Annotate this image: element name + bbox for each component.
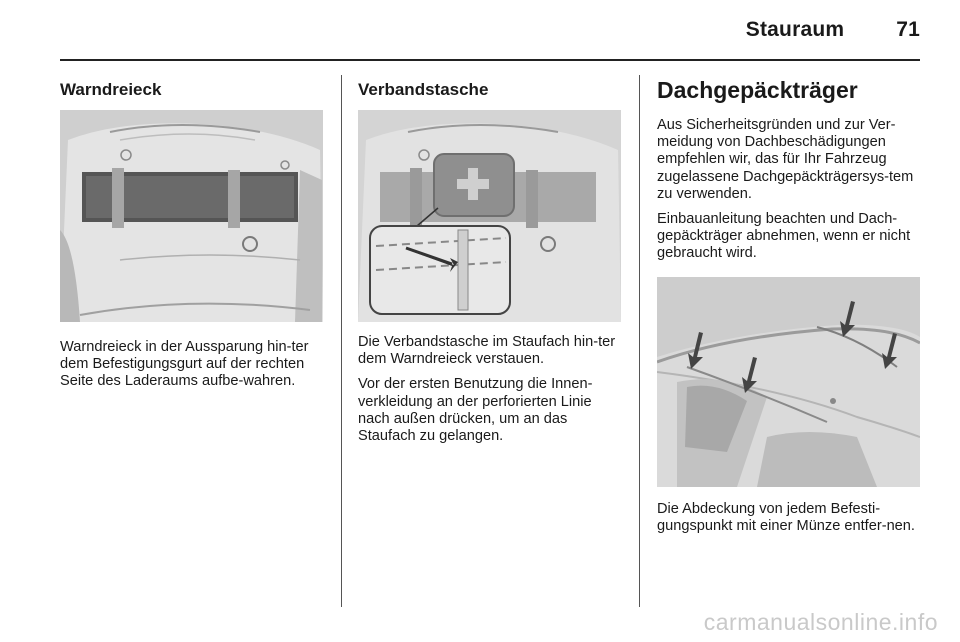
section-heading: Warndreieck [60, 80, 162, 99]
section-dachgepaecktraeger [657, 60, 920, 535]
page-header [746, 18, 920, 42]
roof-rack-figure [657, 277, 920, 487]
section-warndreieck [60, 60, 323, 391]
first-aid-kit-figure [358, 110, 621, 322]
section-heading: Dachgepäckträger [657, 77, 858, 103]
section-heading: Verbandstasche [358, 80, 489, 99]
watermark: carmanualsonline.info [703, 609, 938, 635]
paragraph: Vor der ersten Benutzung die Innen-verkleidung an der perforierten Linie nach außen drücken, um an das Staufach zu gelangen. [358, 376, 593, 445]
section-verbandstasche [358, 60, 621, 445]
paragraph: Aus Sicherheitsgründen und zur Ver-meidung von Dachbeschädigungen empfehlen wir, das für Ihr Fahrzeug zugelassene Dachgepäckträgersys-tem zu verwenden. [657, 117, 914, 202]
column-divider [639, 75, 640, 607]
page-number: 71 [896, 18, 920, 41]
paragraph: Die Abdeckung von jedem Befesti-gungspunkt mit einer Münze entfer-nen. [657, 500, 915, 534]
paragraph: Warndreieck in der Aussparung hin-ter dem Befestigungsgurt auf der rechten Seite des Laderaums aufbe-wahren. [60, 339, 309, 390]
paragraph: Einbauanleitung beachten und Dach-gepäckträger abnehmen, wenn er nicht gebraucht wird. [657, 211, 911, 262]
warning-triangle-figure [60, 110, 323, 322]
header-title: Stauraum [745, 18, 845, 41]
column-divider [341, 75, 342, 607]
paragraph: Die Verbandstasche im Staufach hin-ter dem Warndreieck verstauen. [358, 334, 616, 368]
